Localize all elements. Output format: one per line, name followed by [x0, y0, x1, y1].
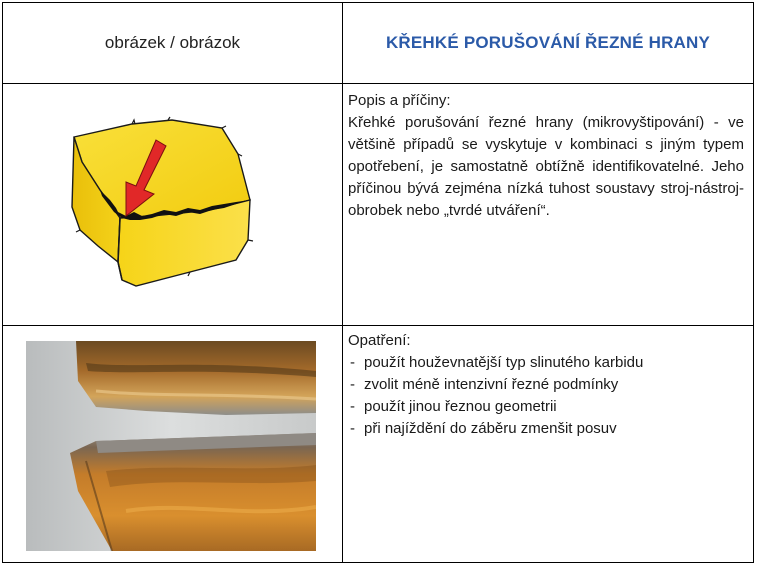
measures-list — [348, 352, 744, 440]
row-divider-header — [3, 83, 753, 84]
list-item: - použít jinou řeznou geometrii — [348, 396, 744, 418]
column-divider — [342, 3, 343, 562]
list-item: - použít houževnatější typ slinutého karbidu — [348, 352, 744, 374]
description-text: Křehké porušování řezné hrany (mikrovyštipování) - ve většině případů se vyskytuje v kombinaci s jiným typem opotřebení, je samostatně obtížně identifikovatelné. Jeho příčinou bývá zejména nízká tuhost soustavy stroj-nástroj-obrobek nebo „tvrdé utváření“. — [348, 114, 744, 219]
image-column-header: obrázek / obrázok — [104, 33, 241, 52]
description-heading: Popis a příčiny: — [348, 92, 451, 109]
measures-heading: Opatření: — [348, 332, 411, 349]
measures-cell — [348, 330, 744, 440]
list-item: - zvolit méně intenzivní řezné podmínky — [348, 374, 744, 396]
chipped-insert-illustration — [60, 112, 260, 292]
worn-cutting-edge-photo — [26, 341, 316, 551]
row-divider-middle — [3, 325, 753, 326]
page-title: KŘEHKÉ PORUŠOVÁNÍ ŘEZNÉ HRANY — [385, 33, 711, 52]
description-cell — [348, 90, 744, 222]
list-item: - při najíždění do záběru zmenšit posuv — [348, 418, 744, 440]
